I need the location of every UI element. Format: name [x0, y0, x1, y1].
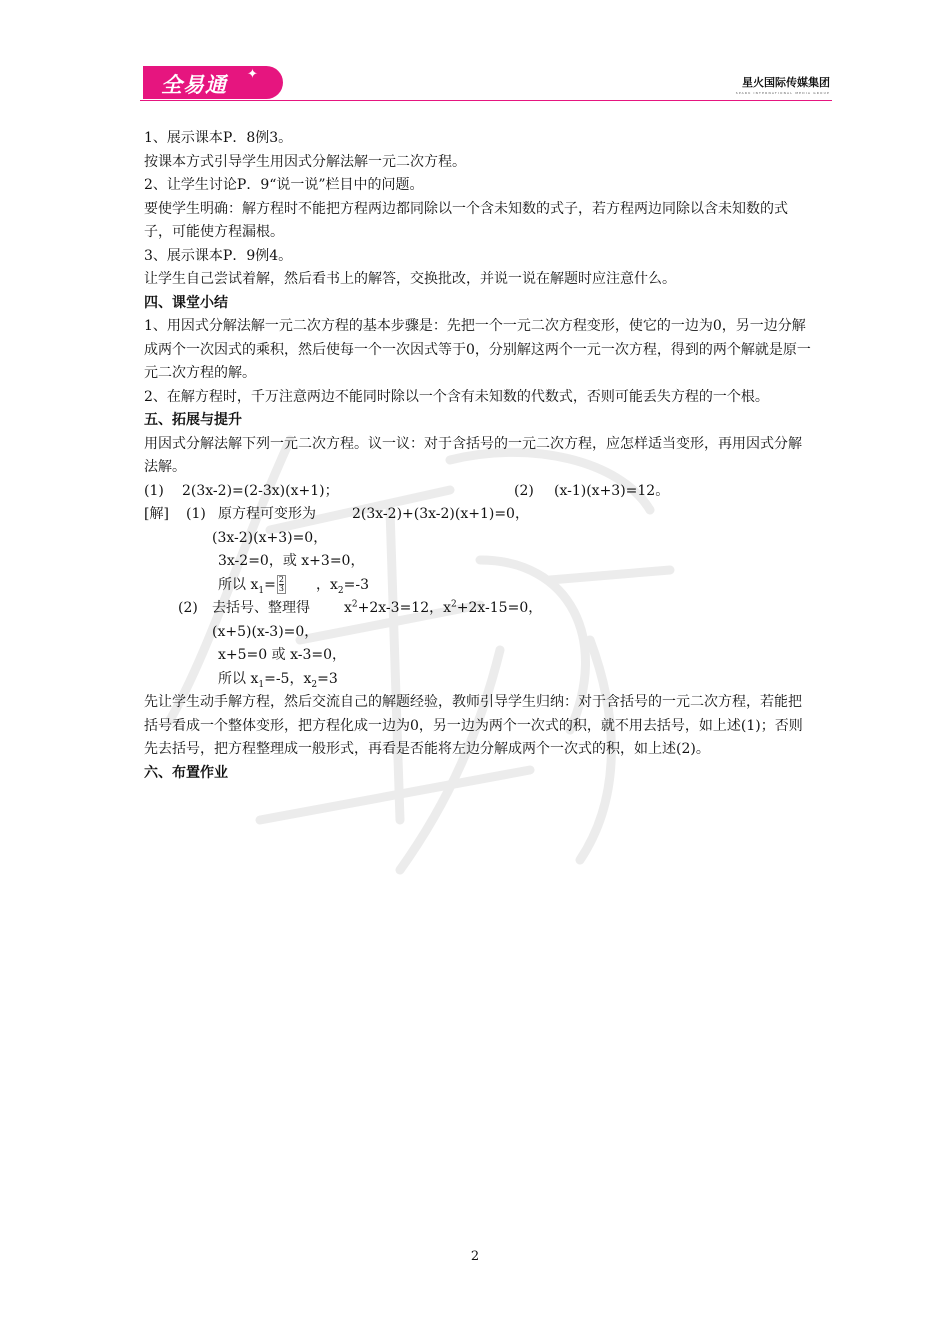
solution-step: x+5=0 或 x-3=0， — [218, 647, 346, 663]
paragraph: 1、展示课本P．8例3。 — [144, 130, 293, 146]
page-number: 2 — [470, 1249, 480, 1264]
problem-1-equation: 2(3x-2)=(2-3x)(x+1)； — [182, 482, 339, 499]
page-header — [140, 64, 832, 106]
solution-1-text: 原方程可变形为 — [218, 506, 316, 522]
section-heading-summary: 四、课堂小结 — [144, 294, 228, 311]
solution-step: 3x-2=0，或 x+3=0， — [218, 553, 365, 569]
solution-result: 所以 $x_1=-5$，$x_2=3$ — [218, 670, 338, 690]
paragraph: 3、展示课本P．9例4。 — [144, 247, 293, 264]
problem-1-label: (1) — [144, 482, 164, 499]
solution-row — [144, 644, 812, 668]
problem-2-equation: (x-1)(x+3)=12。 — [554, 482, 670, 499]
paragraph: 让学生自己尝试着解，然后看书上的解答，交换批改，并说一说在解题时应注意什么。 — [144, 271, 676, 287]
problem-2-label: (2) — [514, 482, 534, 499]
solution-row — [144, 668, 812, 692]
paragraph: 按课本方式引导学生用因式分解法解一元二次方程。 — [144, 153, 466, 170]
fraction: $\frac{2}{3}$ — [278, 575, 284, 593]
solution-1-number: (1) — [186, 506, 206, 522]
section-heading-extension: 五、拓展与提升 — [144, 412, 242, 428]
publisher-english-name: SPARK INTERNATIONAL MEDIA GROUP — [735, 91, 830, 95]
solution-result: 所以 $x_1=$ $\frac{2}{3}$ — [218, 575, 284, 596]
solution-step: (x+5)(x-3)=0， — [212, 623, 319, 640]
solution-row — [144, 503, 812, 527]
brand-logo — [143, 66, 283, 99]
sparkle-icon: ✦ — [247, 67, 258, 82]
solution-tag: [解] — [144, 506, 169, 522]
solution-2-number: (2) — [178, 600, 198, 616]
solution-row — [144, 621, 812, 645]
problem-row — [144, 480, 812, 504]
paragraph: 先让学生动手解方程，然后交流自己的解题经验，教师引导学生归纳：对于含括号的一元二次方程，若能把括号看成一个整体变形，把方程化成一边为0，另一边为两个一次式的积，就不用去括号，如上述(1)；否则先去括号，把方程整理成一般形式，再看是否能将左边分解成两个一次式的积，如上述(2)。 — [144, 694, 803, 757]
solution-2-equation: $x^2+2x-3=12$，$x^2+2x-15=0$， — [344, 599, 543, 616]
solution-row — [144, 597, 812, 621]
logo-text: 全易通 — [161, 73, 227, 97]
solution-2-text: 去括号、整理得 — [212, 600, 310, 616]
solution-step: (3x-2)(x+3)=0， — [212, 529, 328, 546]
solution-row — [144, 527, 812, 551]
publisher-name: 星火国际传媒集团 — [742, 76, 830, 89]
solution-1-equation: 2(3x-2)+(3x-2)(x+1)=0， — [352, 506, 529, 522]
lesson-content — [144, 127, 812, 785]
paragraph: 要使学生明确：解方程时不能把方程两边都同除以一个含未知数的式子，若方程两边同除以含未知数的式子，可能使方程漏根。 — [144, 200, 788, 240]
paragraph: 2、在解方程时，千万注意两边不能同时除以一个含有未知数的代数式，否则可能丢失方程的一个根。 — [144, 388, 769, 405]
paragraph: 1、用因式分解法解一元二次方程的基本步骤是：先把一个一元二次方程变形，使它的一边为0，另一边分解成两个一次因式的乘积，然后使每一个一次因式等于0，分别解这两个一元一次方程，得到的两个解就是原一元二次方程的解。 — [144, 318, 811, 381]
solution-row — [144, 574, 812, 598]
section-heading-homework: 六、布置作业 — [144, 764, 228, 781]
paragraph: 2、让学生讨论P．9“说一说”栏目中的问题。 — [144, 177, 424, 193]
paragraph: 用因式分解法解下列一元二次方程。议一议：对于含括号的一元二次方程，应怎样适当变形，再用因式分解法解。 — [144, 435, 802, 475]
header-divider — [140, 100, 832, 101]
publisher-mark — [736, 74, 830, 95]
solution-row — [144, 550, 812, 574]
solution-result-second-root: ，$x_2=-3$ — [316, 576, 370, 596]
